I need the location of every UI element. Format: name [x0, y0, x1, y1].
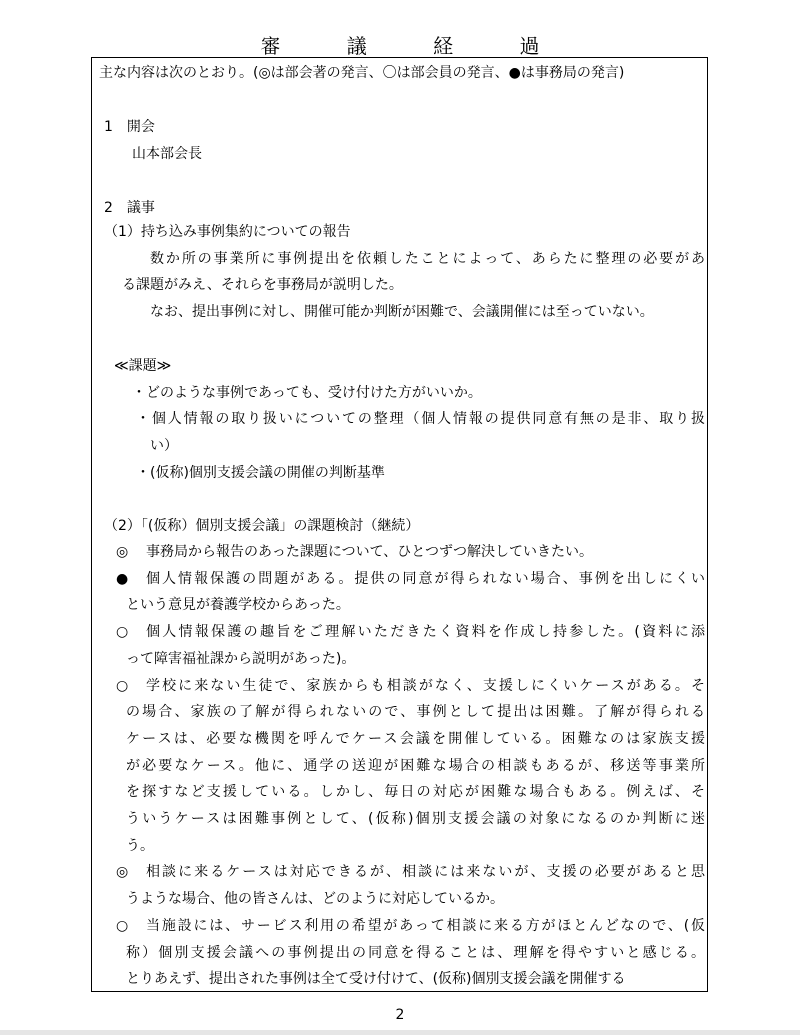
statement-line: 当施設には、サービス利用の希望があって相談に来る方がほとんどなので、(仮	[146, 917, 705, 934]
statement-line: 学校に来ない生徒で、家族からも相談がなく、支援しにくいケースがある。そ	[146, 677, 705, 694]
document-title: 審 議 経 過	[260, 34, 570, 58]
statement-line: ケースは、必要な機関を呼んでケース会議を開催している。困難なのは家族支援	[126, 730, 705, 747]
issue-item: ・どのような事例であっても、受け付けた方がいいか。	[132, 385, 482, 401]
page-number: 2	[395, 1007, 405, 1023]
statement-mark: ○	[116, 917, 129, 934]
issue-item: ・個人情報の取り扱いについての整理（個人情報の提供同意有無の是非、取り扱	[136, 411, 705, 427]
statement-line: うような場合、他の皆さんは、どのように対応しているか。	[126, 891, 504, 908]
statement-line: う。	[126, 837, 154, 854]
item1-line: る課題がみえ、それらを事務局が説明した。	[122, 277, 403, 293]
section1-heading: 1 開会	[104, 119, 155, 135]
statement-mark: ○	[116, 677, 129, 694]
item1-line: 数か所の事業所に事例提出を依頼したことによって、あらたに整理の必要があ	[150, 251, 705, 267]
statement-line: 個人情報保護の問題がある。提供の同意が得られない場合、事例を出しにくい	[146, 570, 705, 587]
statement-line: ういうケースは困難事例として、(仮称)個別支援会議の対象になるのか判断に迷	[126, 811, 705, 827]
statement-mark: ◎	[116, 864, 129, 881]
statement-line: とりあえず、提出された事例は全て受け付けて、(仮称)個別支援会議を開催する	[126, 971, 626, 988]
statement-line: 相談に来るケースは対応できるが、相談には来ないが、支援の必要があると思	[146, 864, 705, 881]
item2-heading: （2）「(仮称）個別支援会議」の課題検討（継続）	[104, 518, 420, 534]
item1-line: なお、提出事例に対し、開催可能か判断が困難で、会議開催には至っていない。	[150, 304, 654, 320]
issues-heading: ≪課題≫	[114, 358, 172, 374]
section1-text: 山本部会長	[132, 146, 202, 162]
statement-line: という意見が養護学校からあった。	[126, 597, 350, 614]
section2-heading: 2 議事	[104, 200, 155, 216]
statement-mark: ○	[116, 624, 129, 641]
statement-line: を探すなど支援している。しかし、毎日の対応が困難な場合もある。例えば、そ	[126, 784, 705, 801]
statement-mark: ●	[116, 570, 129, 587]
statement-line: の場合、家族の了解が得られないので、事例として提出は困難。了解が得られる	[126, 704, 705, 721]
statement-line: 事務局から報告のあった課題について、ひとつずつ解決していきたい。	[146, 544, 594, 560]
item1-heading: （1）持ち込み事例集約についての報告	[104, 224, 351, 240]
statement-mark: ◎	[116, 544, 129, 560]
statement-line: って障害福祉課から説明があった)。	[126, 650, 356, 667]
statement-line: 個人情報保護の趣旨をご理解いただきたく資料を作成し持参した。(資料に添	[146, 624, 705, 641]
statement-line: が必要なケース。他に、通学の送迎が困難な場合の相談もあるが、移送等事業所	[126, 757, 705, 774]
issue-item: ・(仮称)個別支援会議の開催の判断基準	[136, 465, 385, 481]
issue-item: い）	[150, 438, 178, 454]
intro-text: 主な内容は次のとおり。(◎は部会著の発言、〇は部会員の発言、●は事務局の発言)	[99, 65, 625, 81]
minutes-box	[91, 57, 708, 992]
page-bottom-strip	[0, 1030, 800, 1035]
statement-line: 称）個別支援会議への事例提出の同意を得ることは、理解を得やすいと感じる。	[126, 944, 705, 961]
